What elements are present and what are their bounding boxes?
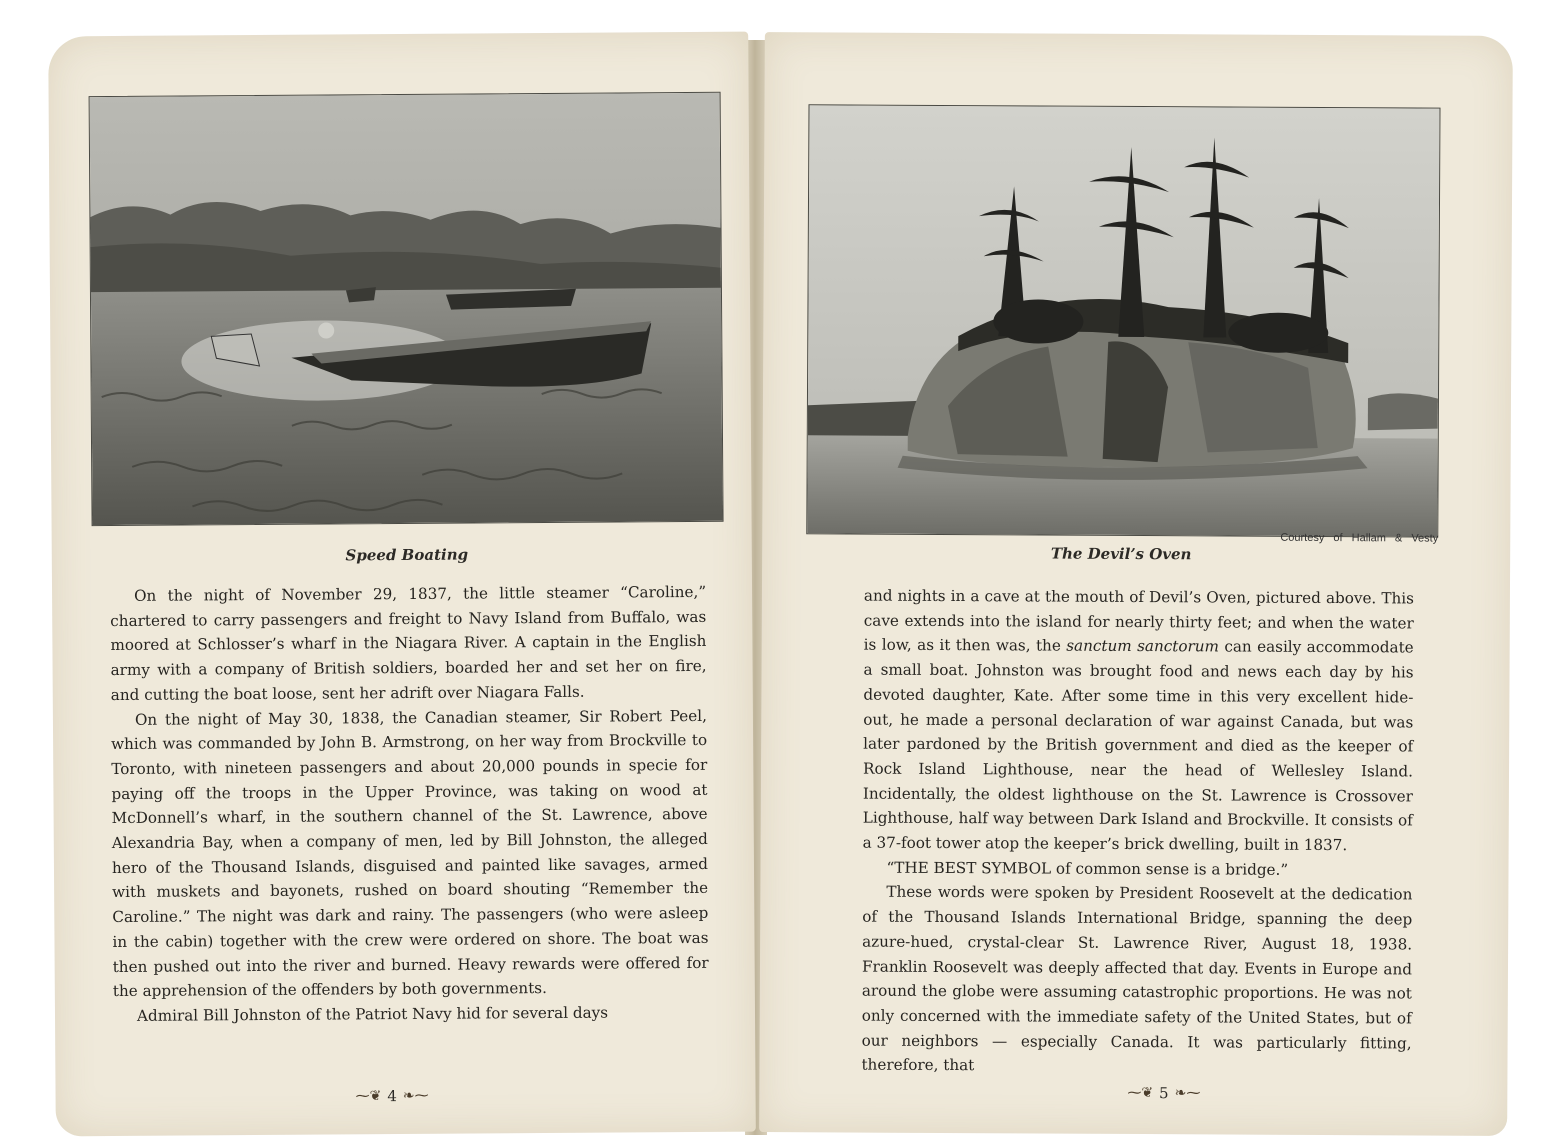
ornament-icon: ❧⁓ xyxy=(402,1087,429,1105)
speed-boating-photo xyxy=(89,92,724,526)
page-number xyxy=(1127,1084,1200,1102)
paragraph: On the night of May 30, 1838, the Canadian steamer, Sir Robert Peel, which was commanded by John B. Armstrong, on her way from Brockville to Toronto, with nineteen passengers and about 20,000 pounds in specie for paying off the troops in the Upper Province, was taking on wood at McDonnell’s wharf, in the southern channel of the St. Lawrence, above Alexandria Bay, when a company of men, led by Bill Johnston, the alleged hero of the Thousand Islands, disguised and painted like savages, armed with muskets and bayonets, rushed on board shouting “Remember the Caroline.” The night was dark and rainy. The passengers (who were asleep in the cabin) together with the crew were ordered on shore. The boat was then pushed out into the river and burned. Heavy rewards were offered for the apprehension of the offenders by both governments. xyxy=(111,706,709,1001)
speed-boat-image xyxy=(90,93,723,525)
paragraph: Admiral Bill Johnston of the Patriot Navy hid for several days xyxy=(136,1003,609,1025)
ornament-icon: ⁓❦ xyxy=(1127,1084,1154,1102)
page-number-value: 5 xyxy=(1159,1084,1169,1103)
left-body-text xyxy=(110,580,709,1029)
right-body-text xyxy=(861,584,1414,1081)
ornament-icon: ⁓❦ xyxy=(355,1088,382,1105)
photo-caption: Speed Boating xyxy=(345,545,469,565)
devils-oven-photo xyxy=(806,104,1440,537)
paragraph: These words were spoken by President Roosevelt at the dedication of the Thousand Islands International Bridge, spanning the deep azure-hued, crystal-clear St. Lawrence River, August 18, 1938. Franklin Roosevelt was deeply affected that day. Events in Europe and around the globe were assuming catastrophic proportions. He was not only concerned with the immediate safety of the United States, but of our neighbors — especially Canada. It was particularly fitting, therefore, that xyxy=(861,883,1413,1075)
page-number-value: 4 xyxy=(387,1087,397,1106)
paragraph: On the night of November 29, 1837, the little steamer “Caroline,” chartered to carry passengers and freight to Navy Island from Buffalo, was moored at Schlosser’s wharf in the Niagara River. A captain in the English army with a company of British soldiers, boarded her and set her on fire, and cutting the boat loose, sent her adrift over Niagara Falls. xyxy=(110,582,707,704)
paragraph-text: can easily accommodate a small boat. Johnston was brought food and news each day by his devoted daughter, Kate. After some time in this very excellent hide-out, he made a personal declaration of war against Canada, but was later pardoned by the British government and died as the keeper of Rock Island Lighthouse, near the head of Wellesley Island. Incidentally, the oldest lighthouse on the St. Lawrence is Crossover Lighthouse, half way between Dark Island and Brockville. It consists of a 37-foot tower atop the keeper’s brick dwelling, built in 1837. xyxy=(862,637,1414,855)
ornament-icon: ❧⁓ xyxy=(1174,1085,1201,1102)
right-page xyxy=(759,32,1513,1136)
quote-line: “THE BEST SYMBOL of common sense is a bridge.” xyxy=(886,858,1289,879)
photo-credit: Courtesy of Hallam & Vesty xyxy=(1280,531,1439,545)
italic-phrase: sanctum sanctorum xyxy=(1066,637,1220,656)
paragraph-text: and nights in a cave at the mouth of Devil’s Oven, pictured above. This cave extends into the island for nearly thirty feet; and when the water is low, as it then was, the xyxy=(863,586,1414,656)
island-image xyxy=(807,105,1439,536)
left-page xyxy=(48,32,756,1137)
photo-caption: The Devil’s Oven xyxy=(1050,544,1192,564)
paragraph xyxy=(863,584,1414,859)
page-number xyxy=(356,1087,429,1106)
